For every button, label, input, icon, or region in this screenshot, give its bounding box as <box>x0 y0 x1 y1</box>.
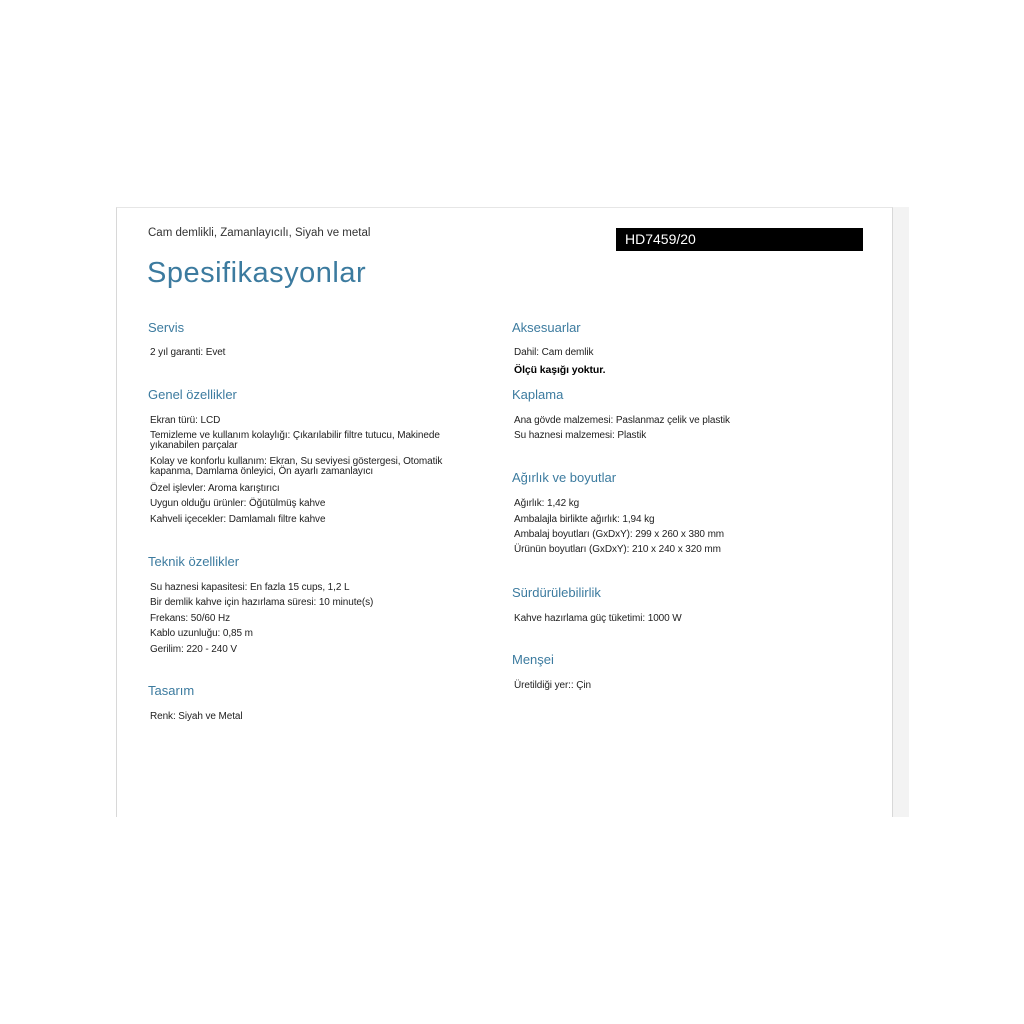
page-title: Spesifikasyonlar <box>147 257 367 289</box>
section-heading-servis: Servis <box>148 320 185 335</box>
spec-sheet-page <box>116 207 893 817</box>
spec-item: Dahil: Cam demlik <box>514 347 594 358</box>
spec-item: 2 yıl garanti: Evet <box>150 347 226 358</box>
spec-item: Frekans: 50/60 Hz <box>150 613 231 624</box>
spec-item: Ambalaj boyutları (GxDxY): 299 x 260 x 380 mm <box>514 529 725 540</box>
spec-item-note: Ölçü kaşığı yoktur. <box>514 364 606 376</box>
spec-item: Ağırlık: 1,42 kg <box>514 498 580 509</box>
spec-item: Kahveli içecekler: Damlamalı filtre kahve <box>150 514 326 525</box>
spec-item: Uygun olduğu ürünler: Öğütülmüş kahve <box>150 498 326 509</box>
spec-item: Kablo uzunluğu: 0,85 m <box>150 628 253 639</box>
spec-item: Su haznesi kapasitesi: En fazla 15 cups, 1,2 L <box>150 582 350 593</box>
model-number-badge: HD7459/20 <box>616 228 863 251</box>
scrollbar-gutter[interactable] <box>893 207 909 817</box>
spec-item: Üretildiği yer:: Çin <box>514 680 591 691</box>
spec-item: Kahve hazırlama güç tüketimi: 1000 W <box>514 613 682 624</box>
section-heading-agirlik: Ağırlık ve boyutlar <box>512 470 617 485</box>
spec-item: Ana gövde malzemesi: Paslanmaz çelik ve plastik <box>514 415 730 426</box>
spec-item: Bir demlik kahve için hazırlama süresi: 10 minute(s) <box>150 597 374 608</box>
spec-item: Gerilim: 220 - 240 V <box>150 644 237 655</box>
spec-item: Renk: Siyah ve Metal <box>150 711 243 722</box>
section-heading-genel: Genel özellikler <box>148 387 237 402</box>
spec-item: Kolay ve konforlu kullanım: Ekran, Su seviyesi göstergesi, Otomatik kapanma, Damlama önleyici, Ön ayarlı zamanlayıcı <box>150 456 443 477</box>
product-subtitle: Cam demlikli, Zamanlayıcılı, Siyah ve metal <box>148 227 371 239</box>
spec-item: Ekran türü: LCD <box>150 415 221 426</box>
spec-item: Ambalajla birlikte ağırlık: 1,94 kg <box>514 514 655 525</box>
spec-item: Özel işlevler: Aroma karıştırıcı <box>150 483 280 494</box>
section-heading-aksesuarlar: Aksesuarlar <box>512 320 581 335</box>
spec-item: Ürünün boyutları (GxDxY): 210 x 240 x 320 mm <box>514 544 721 555</box>
spec-item: Temizleme ve kullanım kolaylığı: Çıkarılabilir filtre tutucu, Makinede yıkanabilen parçalar <box>150 430 440 451</box>
section-heading-tasarim: Tasarım <box>148 683 195 698</box>
section-heading-teknik: Teknik özellikler <box>148 554 240 569</box>
spec-item: Su haznesi malzemesi: Plastik <box>514 430 647 441</box>
section-heading-surdurulebilirlik: Sürdürülebilirlik <box>512 585 601 600</box>
section-heading-kaplama: Kaplama <box>512 387 564 402</box>
section-heading-mensei: Menşei <box>512 652 554 667</box>
